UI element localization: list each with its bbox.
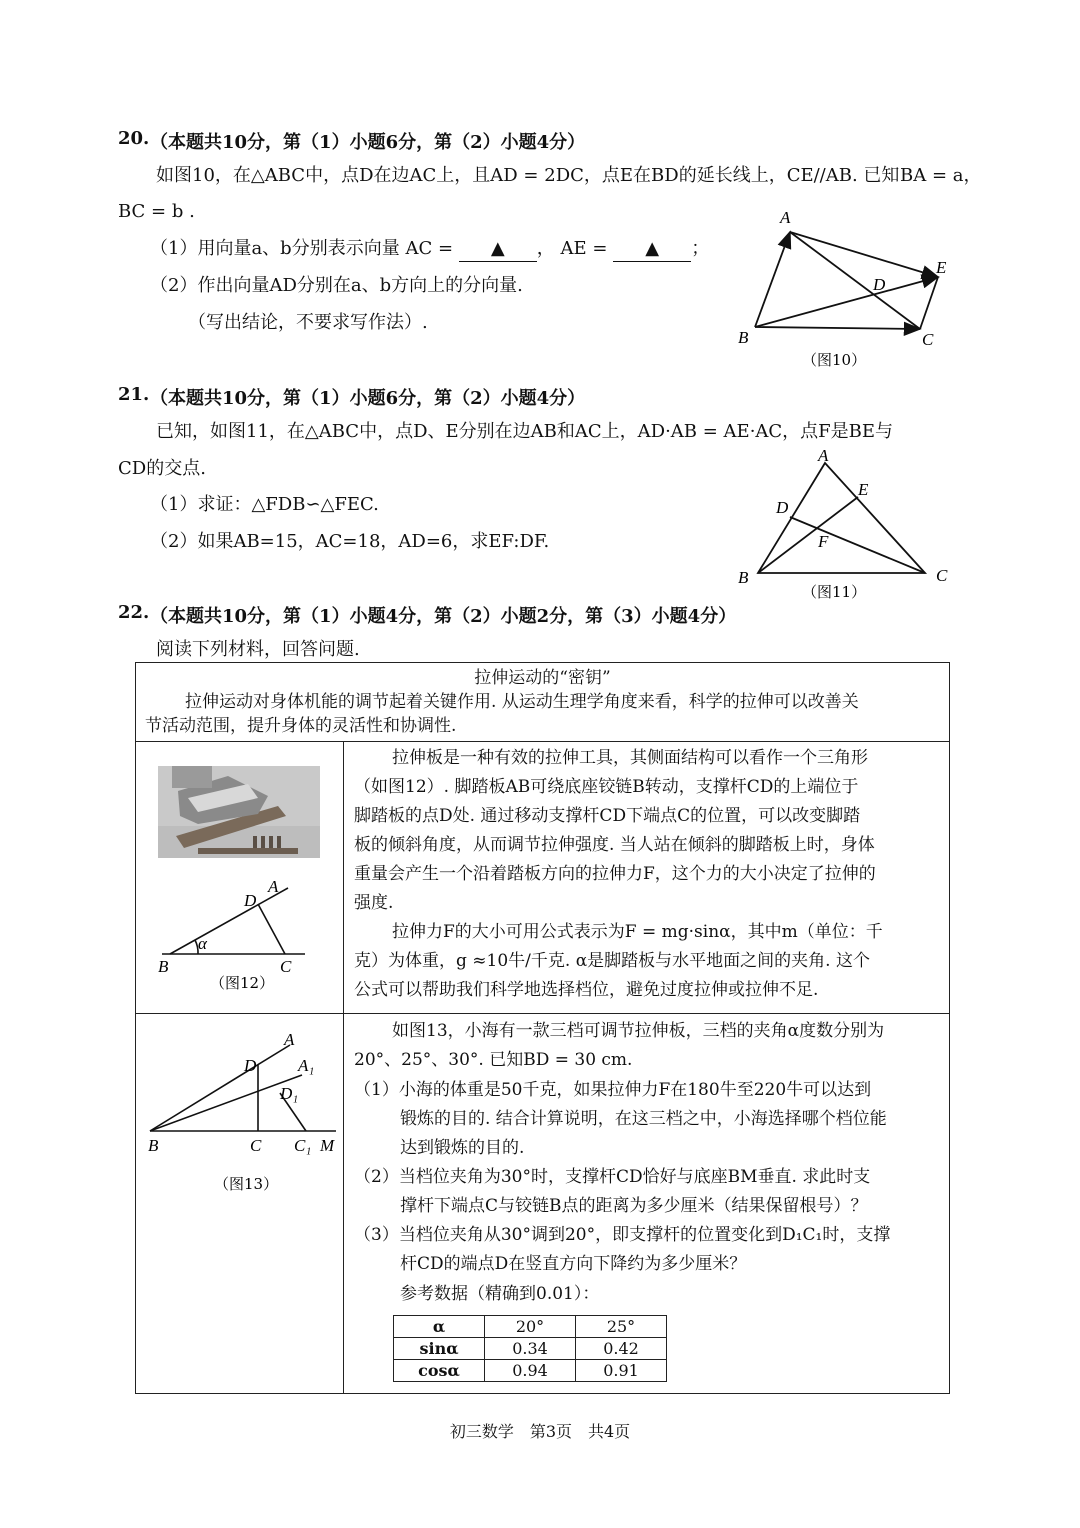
- ref-header-alpha: α: [394, 1316, 485, 1338]
- ref-table-row-sin: [394, 1338, 667, 1360]
- stretch-board-photo: [158, 766, 320, 858]
- q20-line2: BC = b .: [118, 201, 195, 222]
- fig12-label-a: A: [268, 877, 279, 896]
- q22-para1-line6: 强度.: [354, 893, 394, 913]
- q20-label-e: E: [936, 258, 947, 277]
- q22-sub2-line2: 撑杆下端点C与铰链B点的距离为多少厘米（结果保留根号）？: [400, 1196, 868, 1216]
- fig13-label-b: B: [148, 1136, 159, 1155]
- fig13-label-a: A: [284, 1030, 295, 1049]
- fig12-label-c: C: [280, 957, 292, 976]
- q20-vector-ae: [790, 232, 938, 277]
- q22-sub3-line2: 杆CD的端点D在竖直方向下降约为多少厘米？: [400, 1254, 747, 1274]
- q20-vector-ba: [755, 232, 790, 327]
- fig13-label-d1: D₁: [280, 1084, 299, 1103]
- q21-line2: CD的交点.: [118, 458, 206, 479]
- fig13-label-a1: A₁: [298, 1056, 315, 1075]
- q22-reference-table: [393, 1315, 667, 1382]
- q20-answer-blank-2: ▲: [613, 237, 691, 262]
- q21-number: 21.: [118, 384, 150, 405]
- ref-header-20: 20°: [485, 1316, 576, 1338]
- q22-sub2-line1: （2）当档位夹角为30°时，支撑杆CD恰好与底座BM垂直. 求此时支: [354, 1167, 871, 1187]
- q20-vector-bc: [755, 327, 920, 329]
- ref-cos-25: 0.91: [576, 1360, 667, 1382]
- q20-answer-blank-1: ▲: [459, 237, 537, 262]
- q20-ae-label: AE =: [560, 238, 608, 259]
- q22-sub1-line3: 达到锻炼的目的.: [400, 1138, 525, 1158]
- q20-header: （本题共10分，第（1）小题6分，第（2）小题4分）: [150, 132, 586, 153]
- q22-ref-title: 参考数据（精确到0.01）：: [400, 1284, 600, 1304]
- q22-para1-line2: （如图12）. 脚踏板AB可绕底座铰链B转动，支撑杆CD的上端位于: [354, 777, 859, 797]
- q22-para2-line3: 公式可以帮助我们科学地选择档位，避免过度拉伸或拉伸不足.: [354, 980, 819, 1000]
- q22-intro: 阅读下列材料，回答问题.: [156, 639, 360, 660]
- q20-label-d: D: [873, 275, 886, 294]
- q20-vector-be: [755, 277, 938, 327]
- q22-sub1-line2: 锻炼的目的. 结合计算说明，在这三档之中，小海选择哪个档位能: [400, 1109, 887, 1129]
- q20-part1-text: （1）用向量a、b分别表示向量: [150, 238, 400, 259]
- q21-header: （本题共10分，第（1）小题6分，第（2）小题4分）: [150, 388, 586, 409]
- ref-cos-20: 0.94: [485, 1360, 576, 1382]
- q22-figure13: [140, 1025, 340, 1195]
- q21-label-e: E: [858, 480, 869, 499]
- q20-label-a: A: [780, 208, 791, 227]
- q22-box-intro-line2: 节活动范围，提升身体的灵活性和协调性.: [145, 716, 457, 736]
- q21-label-d: D: [776, 498, 789, 517]
- fig13-label-m: M: [320, 1136, 335, 1155]
- q21-figure-caption: （图11）: [802, 583, 867, 601]
- q22-para3-line1: 如图13，小海有一款三档可调节拉伸板，三档的夹角α度数分别为: [392, 1021, 885, 1041]
- q21-label-a: A: [818, 446, 829, 465]
- q22-box-divider-2: [135, 1013, 950, 1014]
- q20-part1: （1）用向量a、b分别表示向量 AC = ▲ ， AE = ▲ ；: [150, 237, 709, 262]
- q21-segment-be: [758, 497, 858, 573]
- q20-label-b: B: [738, 328, 749, 347]
- fig12-label-b: B: [158, 957, 169, 976]
- q22-para1-line5: 重量会产生一个沿着踏板方向的拉伸力F，这个力的大小决定了拉伸的: [354, 864, 876, 884]
- q21-label-f: F: [818, 532, 829, 551]
- ref-table-header-row: [394, 1316, 667, 1338]
- q20-ac-label: AC =: [405, 238, 454, 259]
- q21-part1: （1）求证：△FDB∽△FEC.: [150, 494, 379, 515]
- q21-triangle-abc: [758, 463, 925, 573]
- q21-segment-cd: [790, 517, 925, 573]
- q21-label-b: B: [738, 568, 749, 587]
- q20-figure10: [730, 205, 960, 375]
- ref-cos-label: cosα: [394, 1360, 485, 1382]
- q22-sub1-line1: （1）小海的体重是50千克，如果拉伸力F在180牛至220牛可以达到: [354, 1080, 872, 1100]
- fig12-pedal-ab: [170, 888, 288, 954]
- ref-sin-label: sinα: [394, 1338, 485, 1360]
- fig12-caption: （图12）: [210, 974, 275, 992]
- q22-header: （本题共10分，第（1）小题4分，第（2）小题2分，第（3）小题4分）: [150, 606, 737, 627]
- fig12-label-alpha: α: [198, 934, 207, 953]
- q20-number: 20.: [118, 128, 150, 149]
- page-footer: 初三数学 第3页 共4页: [449, 1422, 631, 1441]
- fig12-support-cd: [258, 904, 285, 954]
- q22-para1-line3: 脚踏板的点D处. 通过移动支撑杆CD下端点C的位置，可以改变脚踏: [354, 806, 861, 826]
- q20-segment-ce: [920, 277, 938, 329]
- q22-para2-line2: 克）为体重，g ≈10牛/千克. α是脚踏板与水平地面之间的夹角. 这个: [354, 951, 870, 971]
- q22-para1-line4: 板的倾斜角度，从而调节拉伸强度. 当人站在倾斜的脚踏板上时，身体: [354, 835, 875, 855]
- fig13-label-d: D: [244, 1056, 257, 1075]
- q22-box-intro-line1: 拉伸运动对身体机能的调节起着关键作用. 从运动生理学角度来看，科学的拉伸可以改善关: [185, 692, 859, 712]
- q22-box-column-divider: [343, 741, 344, 1394]
- q21-line1: 已知，如图11，在△ABC中，点D、E分别在边AB和AC上，AD·AB = AE·AC，点F是BE与: [156, 421, 894, 442]
- q20-line1: 如图10，在△ABC中，点D在边AC上，且AD = 2DC，点E在BD的延长线上，CE//AB. 已知: [156, 165, 900, 186]
- ref-sin-20: 0.34: [485, 1338, 576, 1360]
- ref-table-row-cos: [394, 1360, 667, 1382]
- q22-box-title: 拉伸运动的“密钥”: [474, 668, 611, 688]
- q21-part2: （2）如果AB=15，AC=18，AD=6，求EF:DF.: [150, 531, 550, 552]
- q22-para3-line2: 20°、25°、30°. 已知BD = 30 cm.: [354, 1050, 633, 1070]
- ref-header-25: 25°: [576, 1316, 667, 1338]
- q20-line1-vector: BA = a，: [900, 165, 982, 186]
- q22-para1-line1: 拉伸板是一种有效的拉伸工具，其侧面结构可以看作一个三角形: [392, 748, 868, 768]
- q20-segment-ac: [790, 232, 920, 329]
- q22-sub3-line1: （3）当档位夹角从30°调到20°，即支撑杆的位置变化到D₁C₁时，支撑: [354, 1225, 891, 1245]
- fig13-label-c1: C₁: [294, 1136, 312, 1155]
- q21-label-c: C: [936, 566, 948, 585]
- q22-figure12: [150, 870, 330, 1000]
- ref-sin-25: 0.42: [576, 1338, 667, 1360]
- fig12-label-d: D: [244, 891, 257, 910]
- q21-figure11: [730, 445, 960, 605]
- q20-note: （写出结论，不要求写作法）.: [188, 312, 428, 333]
- fig13-label-c: C: [250, 1136, 262, 1155]
- fig13-caption: （图13）: [214, 1175, 279, 1193]
- q20-figure-caption: （图10）: [802, 351, 867, 369]
- q22-number: 22.: [118, 602, 150, 623]
- q20-label-c: C: [922, 330, 934, 349]
- q20-part2: （2）作出向量AD分别在a、b方向上的分向量.: [150, 275, 523, 296]
- q22-para2-line1: 拉伸力F的大小可用公式表示为F = mg·sinα，其中m（单位：千: [392, 922, 883, 942]
